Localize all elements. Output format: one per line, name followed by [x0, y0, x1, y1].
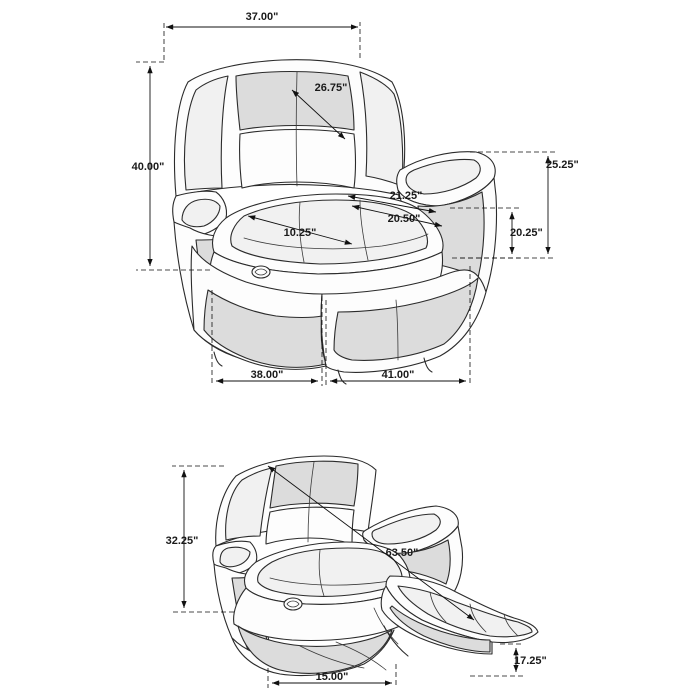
dim-arm-height: 25.25" [546, 159, 579, 171]
dim-seat-width: 21.25" [389, 190, 423, 202]
dim-seat-height: 20.25" [510, 227, 543, 239]
dim-base-width: 38.00" [250, 369, 284, 381]
dim-reclined-height: 32.25" [165, 535, 199, 547]
dim-reclined-length: 63.50" [385, 547, 419, 559]
upright-chair-illustration [173, 60, 497, 384]
dim-seat-front-width: 10.25" [283, 227, 317, 239]
dim-backrest-height: 26.75" [314, 82, 348, 94]
dim-overall-height: 40.00" [131, 161, 165, 173]
dim-footrest-width: 15.00" [315, 671, 349, 683]
dim-base-depth: 41.00" [381, 369, 415, 381]
dim-seat-depth: 20.50" [387, 213, 421, 225]
dim-footrest-height: 17.25" [514, 655, 547, 667]
reclined-chair-illustration [213, 456, 538, 676]
dim-top-width: 37.00" [245, 11, 279, 23]
